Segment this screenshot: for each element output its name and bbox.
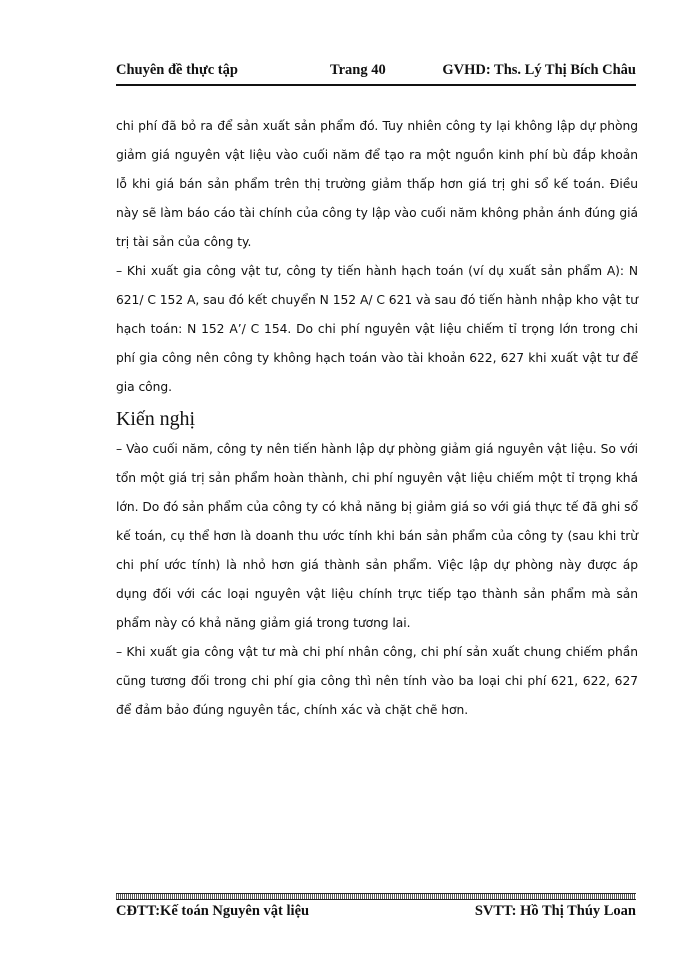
footer-topic: CĐTT:Kế toán Nguyên vật liệu: [116, 903, 310, 919]
body-paragraph: – Khi xuất gia công vật tư mà chi phí nhân công, chi phí sản xuất chung chiếm phần cũng tương đối trong chi phí gia công thì nên tính vào ba loại chi phí 621, 622, 627 để đảm bảo đúng nguyên tắc, chính xác và chặt chẽ hơn.: [116, 645, 638, 717]
footer-student: SVTT: Hồ Thị Thúy Loan: [474, 903, 636, 919]
body-paragraph: – Vào cuối năm, công ty nên tiến hành lập dự phòng giảm giá nguyên vật liệu. So với tổn một giá trị sản phẩm hoàn thành, chi phí nguyên vật liệu chiếm một tỉ trọng khá lớn. Do đó sản phẩm của công ty có khả năng bị giảm giá so với giá thực tế đã ghi sổ kế toán, cụ thể hơn là doanh thu ước tính khi bán sản phẩm của công ty (sau khi trừ chi phí ước tính) là nhỏ hơn giá thành sản phẩm. Việc lập dự phòng này được áp dụng đối với các loại nguyên vật liệu chính trực tiếp tạo thành sản phẩm mà sản phẩm này có khả năng giảm giá trong tương lai.: [116, 442, 638, 630]
page-body: [116, 112, 638, 725]
body-paragraph: chi phí đã bỏ ra để sản xuất sản phẩm đó. Tuy nhiên công ty lại không lập dự phòng giảm giá nguyên vật liệu vào cuối năm để tạo ra một nguồn kinh phí bù đắp khoản lỗ khi giá bán sản phẩm trên thị trường giảm thấp hơn giá trị ghi sổ kế toán. Điều này sẽ làm báo cáo tài chính của công ty lập vào cuối năm không phản ánh đúng giá trị tài sản của công ty.: [116, 119, 638, 249]
footer-divider: [116, 893, 636, 900]
header-course-title: Chuyên đề thực tập: [116, 62, 238, 78]
page-footer: [116, 903, 636, 925]
page-header: [116, 62, 636, 84]
header-divider: [116, 84, 636, 86]
body-paragraph: – Khi xuất gia công vật tư, công ty tiến hành hạch toán (ví dụ xuất sản phẩm A): N 621/ C 152 A, sau đó kết chuyển N 152 A/ C 621 và sau đó tiến hành nhập kho vật tư hạch toán: N 152 A’/ C 154. Do chi phí nguyên vật liệu chiếm tỉ trọng lớn trong chi phí gia công nên công ty không hạch toán vào tài khoản 622, 627 khi xuất vật tư để gia công.: [116, 264, 638, 394]
header-supervisor: GVHD: Ths. Lý Thị Bích Châu: [442, 62, 636, 78]
section-heading: Kiến nghị: [116, 408, 195, 430]
header-page-number: Trang 40: [330, 62, 386, 78]
